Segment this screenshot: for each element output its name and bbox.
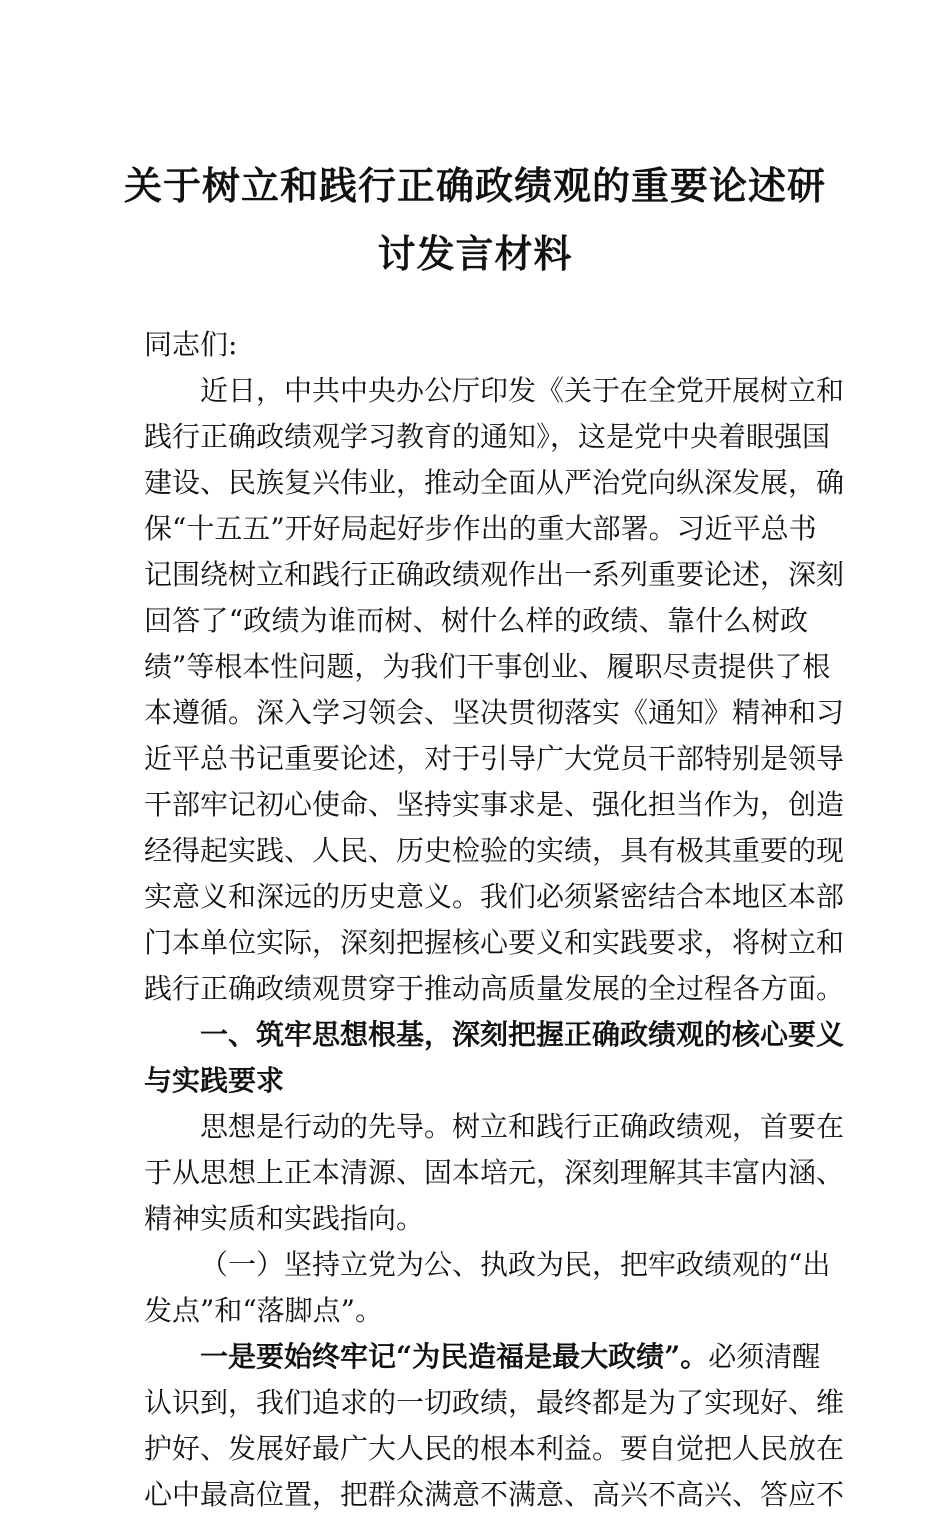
paragraph-line: 心中最高位置，把群众满意不满意、高兴不高兴、答应不 bbox=[144, 1478, 845, 1511]
paragraph-line: 记围绕树立和践行正确政绩观作出一系列重要论述，深刻 bbox=[144, 558, 845, 591]
subsection-heading-1 bbox=[144, 1242, 831, 1334]
paragraph-line: 认识到，我们追求的一切政绩，最终都是为了实现好、维 bbox=[144, 1386, 845, 1419]
paragraph-line: 精神实质和实践指向。 bbox=[144, 1202, 425, 1235]
paragraph-line: 经得起实践、人民、历史检验的实绩，具有极其重要的现 bbox=[144, 834, 845, 867]
paragraph-line: 近日，中共中央办公厅印发《关于在全党开展树立和 bbox=[200, 374, 845, 407]
paragraph-lead-rest: 必须清醒 bbox=[708, 1340, 821, 1373]
paragraph-1 bbox=[144, 368, 845, 1012]
subsection-heading-line: （一）坚持立党为公、执政为民，把牢政绩观的“出 bbox=[200, 1248, 831, 1281]
paragraph-line bbox=[144, 1334, 821, 1380]
paragraph-3 bbox=[144, 1334, 845, 1518]
paragraph-line: 践行正确政绩观贯穿于推动高质量发展的全过程各方面。 bbox=[144, 972, 845, 1005]
greeting: 同志们: bbox=[144, 328, 238, 361]
paragraph-line: 于从思想上正本清源、固本培元，深刻理解其丰富内涵、 bbox=[144, 1156, 845, 1189]
section-heading-line: 一、筑牢思想根基，深刻把握正确政绩观的核心要义 bbox=[200, 1018, 845, 1051]
paragraph-line: 践行正确政绩观学习教育的通知》，这是党中央着眼强国 bbox=[144, 420, 831, 453]
section-heading-line: 与实践要求 bbox=[144, 1064, 285, 1097]
paragraph-line: 回答了“政绩为谁而树、树什么样的政绩、靠什么树政 bbox=[144, 604, 808, 637]
paragraph-line: 干部牢记初心使命、坚持实事求是、强化担当作为，创造 bbox=[144, 788, 845, 821]
paragraph-line: 建设、民族复兴伟业，推动全面从严治党向纵深发展，确 bbox=[144, 466, 845, 499]
section-heading-1 bbox=[144, 1012, 845, 1104]
paragraph-lead-bold: 一是要始终牢记“为民造福是最大政绩”。 bbox=[200, 1340, 709, 1373]
paragraph-2 bbox=[144, 1104, 845, 1242]
document-body bbox=[144, 322, 845, 1518]
paragraph-line: 近平总书记重要论述，对于引导广大党员干部特别是领导 bbox=[144, 742, 845, 775]
paragraph-line: 护好、发展好最广大人民的根本利益。要自觉把人民放在 bbox=[144, 1432, 845, 1465]
document-title-line-2: 讨发言材料 bbox=[377, 231, 573, 276]
paragraph-line: 绩”等根本性问题，为我们干事创业、履职尽责提供了根 bbox=[144, 650, 831, 683]
subsection-heading-line: 发点”和“落脚点”。 bbox=[144, 1294, 383, 1327]
paragraph-line: 思想是行动的先导。树立和践行正确政绩观，首要在 bbox=[200, 1110, 845, 1143]
paragraph-line: 保“十五五”开好局起好步作出的重大部署。习近平总书 bbox=[144, 512, 817, 545]
paragraph-line: 本遵循。深入学习领会、坚决贯彻落实《通知》精神和习 bbox=[144, 696, 845, 729]
paragraph-line: 门本单位实际，深刻把握核心要义和实践要求，将树立和 bbox=[144, 926, 845, 959]
paragraph-line: 实意义和深远的历史意义。我们必须紧密结合本地区本部 bbox=[144, 880, 845, 913]
document-title-line-1: 关于树立和践行正确政绩观的重要论述研 bbox=[123, 163, 826, 208]
